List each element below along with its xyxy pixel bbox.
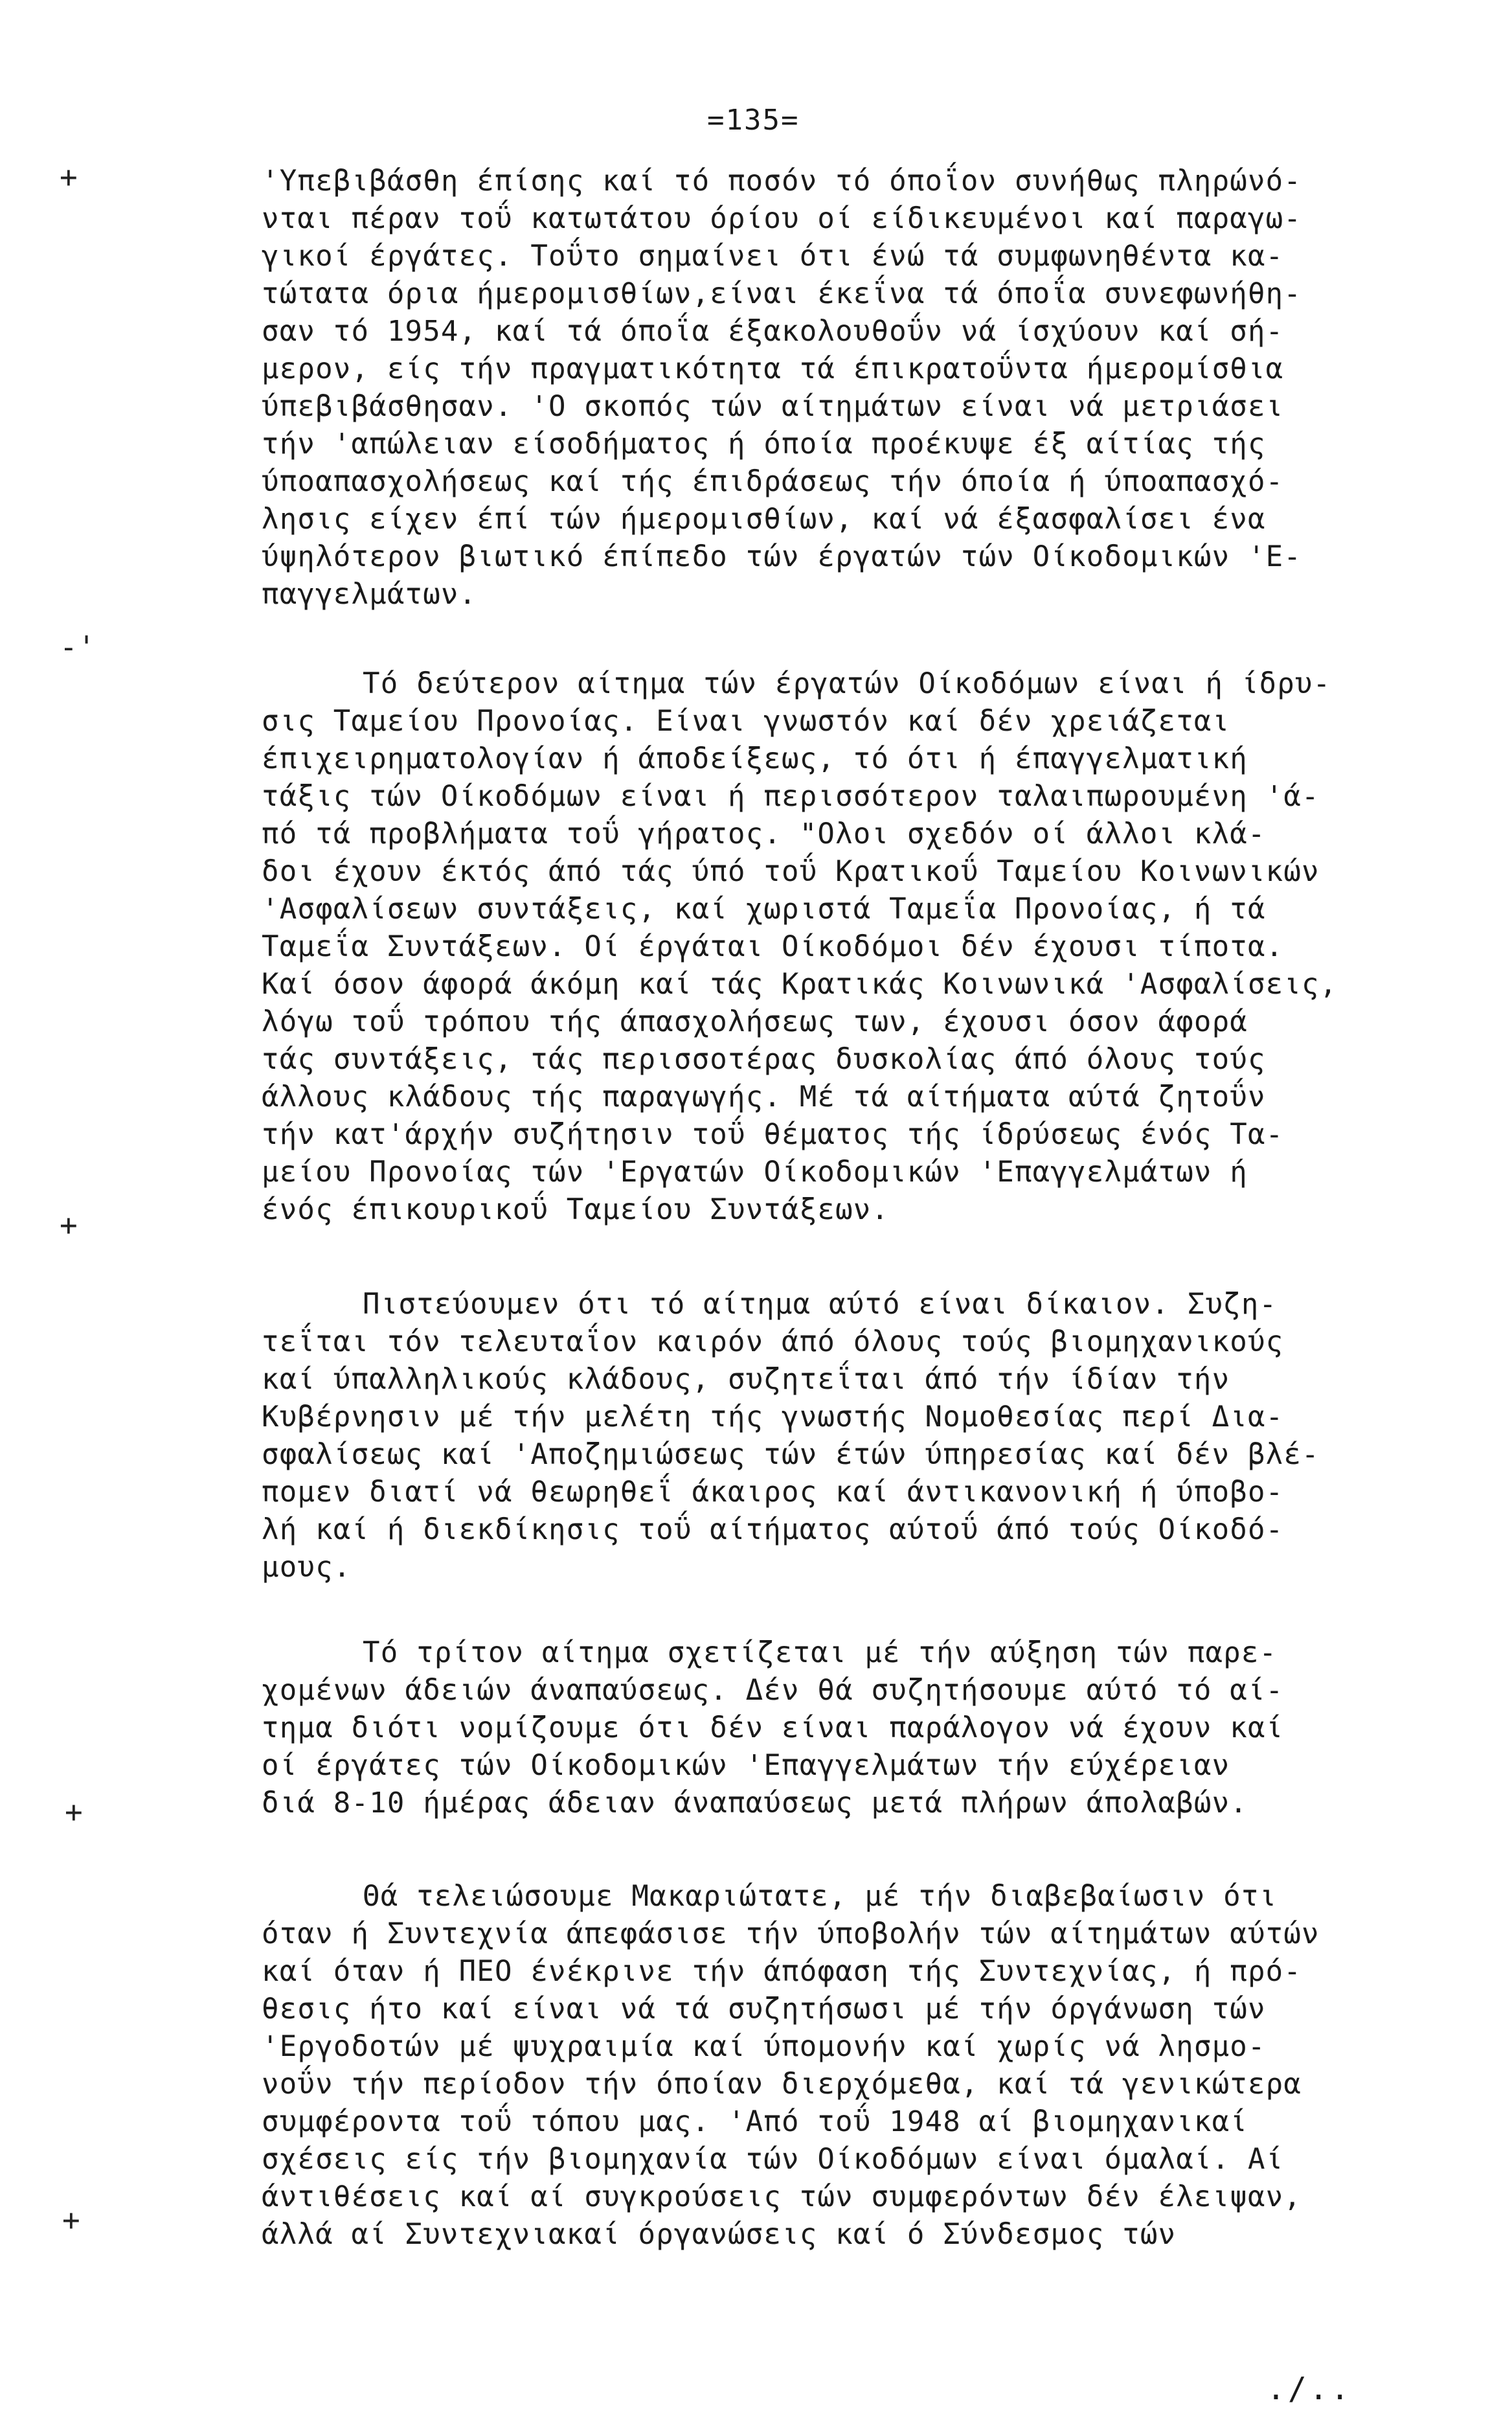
paragraph-2-line: άλλους κλάδους τής παραγωγής. Μέ τά αίτήματα αύτά ζητοΰν bbox=[262, 1080, 1266, 1113]
paragraph-1-line: παγγελμάτων. bbox=[262, 578, 477, 611]
paragraph-2-line: Καί όσον άφορά άκόμη καί τάς Κρατικάς Κοινωνικά 'Ασφαλίσεις, bbox=[262, 968, 1338, 1001]
paragraph-1-line: τήν 'απώλειαν είσοδήματος ή όποία προέκυψε έξ αίτίας τής bbox=[262, 428, 1266, 461]
paragraph-3-line: Πιστεύουμεν ότι τό αίτημα αύτό είναι δίκαιον. Συζη- bbox=[363, 1288, 1278, 1321]
paragraph-2-line: λόγω τοΰ τρόπου τής άπασχολήσεως των, έχουσι όσον άφορά bbox=[262, 1005, 1248, 1038]
paragraph-2-line: μείου Προνοίας τών 'Εργατών Οίκοδομικών 'Επαγγελμάτων ή bbox=[262, 1156, 1248, 1189]
page-number: =135= bbox=[707, 104, 800, 137]
paragraph-2-line: τάς συντάξεις, τάς περισσοτέρας δυσκολίας άπό όλους τούς bbox=[262, 1043, 1266, 1076]
paragraph-4-line: τημα διότι νομίζουμε ότι δέν είναι παράλογον νά έχουν καί bbox=[262, 1711, 1284, 1744]
paragraph-1-line: μερον, είς τήν πραγματικότητα τά έπικρατοΰντα ήμερομίσθια bbox=[262, 352, 1284, 385]
paragraph-3-line: τεΐται τόν τελευταΐον καιρόν άπό όλους τούς βιομηχανικούς bbox=[262, 1325, 1284, 1358]
continuation-mark: ./.. bbox=[1267, 2371, 1352, 2407]
paragraph-5-line: συμφέροντα τοΰ τόπου μας. 'Από τοΰ 1948 αί βιομηχανικαί bbox=[262, 2105, 1248, 2138]
paragraph-4-line: χομένων άδειών άναπαύσεως. Δέν θά συζητήσουμε αύτό τό αί- bbox=[262, 1674, 1284, 1707]
paragraph-2-line: 'Ασφαλίσεων συντάξεις, καί χωριστά Ταμεΐα Προνοίας, ή τά bbox=[262, 893, 1266, 926]
paragraph-1-line: ύπεβιβάσθησαν. 'Ο σκοπός τών αίτημάτων είναι νά μετριάσει bbox=[262, 390, 1284, 423]
paragraph-1-line: τώτατα όρια ήμερομισθίων,είναι έκεΐνα τά όποΐα συνεφωνήθη- bbox=[262, 277, 1302, 310]
margin-mark: + bbox=[62, 2202, 80, 2237]
paragraph-4-line: οί έργάτες τών Οίκοδομικών 'Επαγγελμάτων τήν εύχέρειαν bbox=[262, 1749, 1230, 1782]
paragraph-2-line: δοι έχουν έκτός άπό τάς ύπό τοΰ Κρατικοΰ Ταμείου Κοινωνικών bbox=[262, 855, 1320, 888]
paragraph-2-line: Τό δεύτερον αίτημα τών έργατών Οίκοδόμων είναι ή ίδρυ- bbox=[363, 667, 1331, 700]
paragraph-5-line: Θά τελειώσουμε Μακαριώτατε, μέ τήν διαβεβαίωσιν ότι bbox=[363, 1880, 1278, 1913]
paragraph-1-line: ύποαπασχολήσεως καί τής έπιδράσεως τήν όποία ή ύποαπασχό- bbox=[262, 465, 1284, 498]
paragraph-1-line: 'Υπεβιβάσθη έπίσης καί τό ποσόν τό όποΐον συνήθως πληρώνό- bbox=[262, 165, 1302, 198]
margin-mark: + bbox=[60, 159, 78, 194]
margin-mark: + bbox=[65, 1794, 83, 1829]
paragraph-3-line: καί ύπαλληλικούς κλάδους, συζητεΐται άπό τήν ίδίαν τήν bbox=[262, 1363, 1230, 1396]
paragraph-2-line: Ταμεΐα Συντάξεων. Οί έργάται Οίκοδόμοι δέν έχουσι τίποτα. bbox=[262, 930, 1284, 963]
paragraph-2-line: τήν κατ'άρχήν συζήτησιν τοΰ θέματος τής ίδρύσεως ένός Τα- bbox=[262, 1118, 1284, 1151]
paragraph-2-line: τάξις τών Οίκοδόμων είναι ή περισσότερον ταλαιπωρουμένη 'ά- bbox=[262, 780, 1320, 813]
paragraph-3-line: σφαλίσεως καί 'Αποζημιώσεως τών έτών ύπηρεσίας καί δέν βλέ- bbox=[262, 1438, 1320, 1471]
paragraph-2-line: ένός έπικουρικοΰ Ταμείου Συντάξεων. bbox=[262, 1193, 890, 1226]
paragraph-5-line: νοΰν τήν περίοδον τήν όποίαν διερχόμεθα, καί τά γενικώτερα bbox=[262, 2068, 1302, 2101]
paragraph-5-line: όταν ή Συντεχνία άπεφάσισε τήν ύποβολήν τών αίτημάτων αύτών bbox=[262, 1917, 1320, 1950]
margin-mark: + bbox=[60, 1207, 78, 1242]
paragraph-5-line: θεσις ήτο καί είναι νά τά συζητήσωσι μέ τήν όργάνωση τών bbox=[262, 1992, 1266, 2026]
paragraph-5-line: καί όταν ή ΠΕΟ ένέκρινε τήν άπόφαση τής Συντεχνίας, ή πρό- bbox=[262, 1955, 1302, 1988]
paragraph-4-line: Τό τρίτον αίτημα σχετίζεται μέ τήν αύξηση τών παρε- bbox=[363, 1636, 1278, 1669]
paragraph-3-line: Κυβέρνησιν μέ τήν μελέτη τής γνωστής Νομοθεσίας περί Δια- bbox=[262, 1400, 1284, 1433]
paragraph-5-line: άντιθέσεις καί αί συγκρούσεις τών συμφερόντων δέν έλειψαν, bbox=[262, 2180, 1302, 2213]
paragraph-5-line: 'Εργοδοτών μέ ψυχραιμία καί ύπομονήν καί χωρίς νά λησμο- bbox=[262, 2030, 1266, 2063]
margin-mark: -' bbox=[60, 630, 96, 665]
paragraph-2-line: πό τά προβλήματα τοΰ γήρατος. "Ολοι σχεδόν οί άλλοι κλά- bbox=[262, 817, 1266, 850]
paragraph-3-line: μους. bbox=[262, 1551, 352, 1584]
paragraph-1-line: γικοί έργάτες. Τοΰτο σημαίνει ότι ένώ τά συμφωνηθέντα κα- bbox=[262, 240, 1284, 273]
paragraph-1-line: νται πέραν τοΰ κατωτάτου όρίου οί είδικευμένοι καί παραγω- bbox=[262, 202, 1302, 235]
paragraph-5-line: άλλά αί Συντεχνιακαί όργανώσεις καί ό Σύνδεσμος τών bbox=[262, 2218, 1177, 2251]
paragraph-3-line: λή καί ή διεκδίκησις τοΰ αίτήματος αύτοΰ άπό τούς Οίκοδό- bbox=[262, 1513, 1284, 1546]
paragraph-1-line: ύψηλότερον βιωτικό έπίπεδο τών έργατών τών Οίκοδομικών 'Ε- bbox=[262, 540, 1302, 573]
paragraph-2-line: σις Ταμείου Προνοίας. Είναι γνωστόν καί δέν χρειάζεται bbox=[262, 705, 1230, 738]
paragraph-3-line: πομεν διατί νά θεωρηθεΐ άκαιρος καί άντικανονική ή ύποβο- bbox=[262, 1476, 1284, 1509]
paragraph-4-line: διά 8-10 ήμέρας άδειαν άναπαύσεως μετά πλήρων άπολαβών. bbox=[262, 1786, 1248, 1820]
paragraph-1-line: λησις είχεν έπί τών ήμερομισθίων, καί νά έξασφαλίσει ένα bbox=[262, 503, 1266, 536]
paragraph-1-line: σαν τό 1954, καί τά όποΐα έξακολουθοΰν νά ίσχύουν καί σή- bbox=[262, 315, 1284, 348]
paragraph-5-line: σχέσεις είς τήν βιομηχανία τών Οίκοδόμων είναι όμαλαί. Αί bbox=[262, 2143, 1284, 2176]
paragraph-2-line: έπιχειρηματολογίαν ή άποδείξεως, τό ότι ή έπαγγελματική bbox=[262, 742, 1248, 775]
